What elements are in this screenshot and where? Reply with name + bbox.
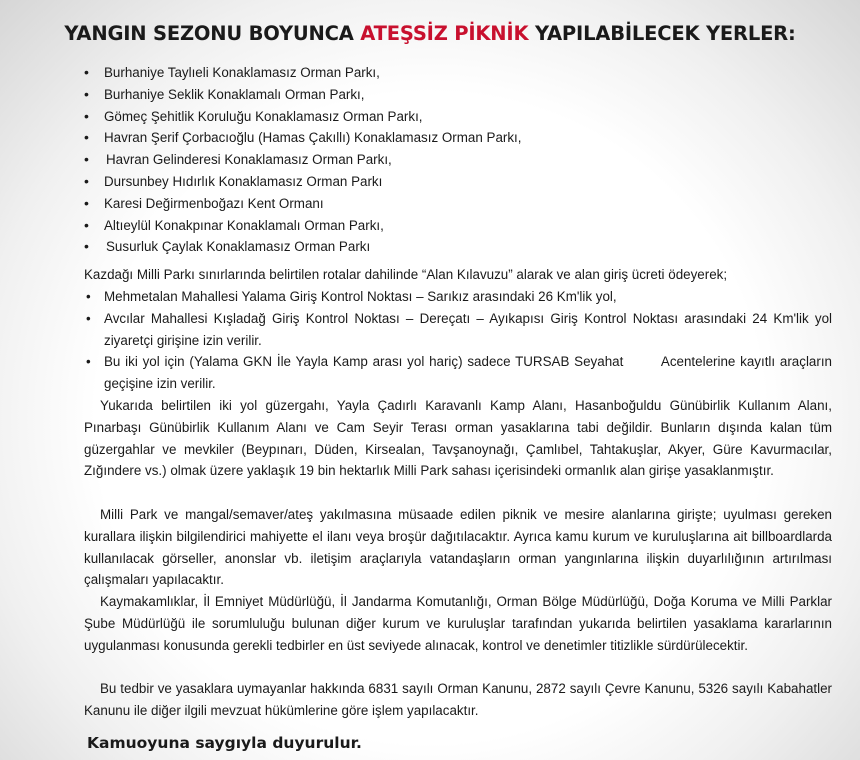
paragraph-text: Yukarıda belirtilen iki yol güzergahı, Yayla Çadırlı Karavanlı Kamp Alanı, Hasanboğuldu Günübirlik Kullanım Alanı, Pınarbaşı Günübirlik Kullanım Alanı ve Cam Seyir Terası orman yasaklarına tabi değildir. Bunların dışında kalan tüm güzergahlar ve mevkiler (Beypınarı, Düden, Kirsealan, Tavşanoynağı, Çamlıbel, Tahtakuşlar, Akyer, Güre Kavurmacılar, Zığındere vs.) olmak üzere yaklaşık 19 bin hektarlık Milli Park sahası içerisindeki ormanlık alan girişe yasaklanmıştır. xyxy=(84,398,832,479)
list-item: • Altıeylül Konakpınar Konaklamalı Orman Parkı, xyxy=(78,215,521,237)
list-item: • Bu iki yol için (Yalama GKN İle Yayla Kamp arası yol hariç) sadece TURSAB Seyahat Acentelerine kayıtlı araçların geçişine izin verilir. xyxy=(84,351,832,395)
paragraph-text: Bu tedbir ve yasaklara uymayanlar hakkında 6831 sayılı Orman Kanunu, 2872 sayılı Çevre Kanunu, 5326 sayılı Kabahatler Kanunu ile diğer ilgili mevzuat hükümlerine göre işlem yapılacaktır. xyxy=(84,681,832,718)
title-highlight: ATEŞSİZ PİKNİK xyxy=(360,22,529,45)
paragraph-information xyxy=(84,504,832,591)
list-item: • Avcılar Mahallesi Kışladağ Giriş Kontrol Noktası – Dereçatı – Ayıkapısı Giriş Kontrol Noktası arasındaki 24 Km'lik yol ziyaretçi girişine izin verilir. xyxy=(84,308,832,352)
page-title xyxy=(0,22,860,45)
list-item: • Havran Şerif Çorbacıoğlu (Hamas Çakıllı) Konaklamasız Orman Parkı, xyxy=(78,127,521,149)
paragraph-enforcement xyxy=(84,591,832,656)
list-item: • Burhaniye Taylıeli Konaklamasız Orman Parkı, xyxy=(78,62,521,84)
list-item: • Burhaniye Seklik Konaklamalı Orman Parkı, xyxy=(78,84,521,106)
paragraph-exemptions xyxy=(84,395,832,482)
list-item: • Gömeç Şehitlik Koruluğu Konaklamasız Orman Parkı, xyxy=(78,106,521,128)
routes-list xyxy=(84,286,836,395)
list-item: • Susurluk Çaylak Konaklamasız Orman Parkı xyxy=(78,236,521,258)
list-item: • Dursunbey Hıdırlık Konaklamasız Orman Parkı xyxy=(78,171,521,193)
title-part-2: YAPILABİLECEK YERLER: xyxy=(528,22,796,45)
list-item: • Mehmetalan Mahallesi Yalama Giriş Kontrol Noktası – Sarıkız arasındaki 26 Km'lik yol, xyxy=(84,286,832,308)
places-list xyxy=(78,62,521,258)
closing-statement: Kamuoyuna saygıyla duyurulur. xyxy=(87,734,362,752)
paragraph-text: Milli Park ve mangal/semaver/ateş yakılmasına müsaade edilen piknik ve mesire alanlarına girişte; uyulması gereken kurallara ilişkin bilgilendirici mahiyette el ilanı veya broşür dağıtılacaktır. Ayrıca kamu kurum ve kuruluşlarına ait billboardlarda kullanılacak görseller, anonslar vb. iletişim araçlarıyla vatandaşların orman yangınlarına ilişkin duyarlılığının artırılması çalışmaları yapılacaktır. xyxy=(84,507,832,588)
title-part-1: YANGIN SEZONU BOYUNCA xyxy=(64,22,361,45)
list-item: • Karesi Değirmenboğazı Kent Ormanı xyxy=(78,193,521,215)
paragraph-penalties xyxy=(84,678,832,722)
paragraph-text: Kaymakamlıklar, İl Emniyet Müdürlüğü, İl Jandarma Komutanlığı, Orman Bölge Müdürlüğü, Doğa Koruma ve Milli Parklar Şube Müdürlüğü ile sorumluluğu bulunan diğer kurum ve kuruluşlar tarafından yukarıda belirtilen yasaklama kararlarının uygulanması konusunda gerekli tedbirler en üst seviyede alınacak, kontrol ve denetimler titizlikle sürdürülecektir. xyxy=(84,594,832,653)
kazdagi-intro: Kazdağı Milli Parkı sınırlarında belirtilen rotalar dahilinde “Alan Kılavuzu” alarak ve alan giriş ücreti ödeyerek; xyxy=(84,267,728,282)
list-item: • Havran Gelinderesi Konaklamasız Orman Parkı, xyxy=(78,149,521,171)
